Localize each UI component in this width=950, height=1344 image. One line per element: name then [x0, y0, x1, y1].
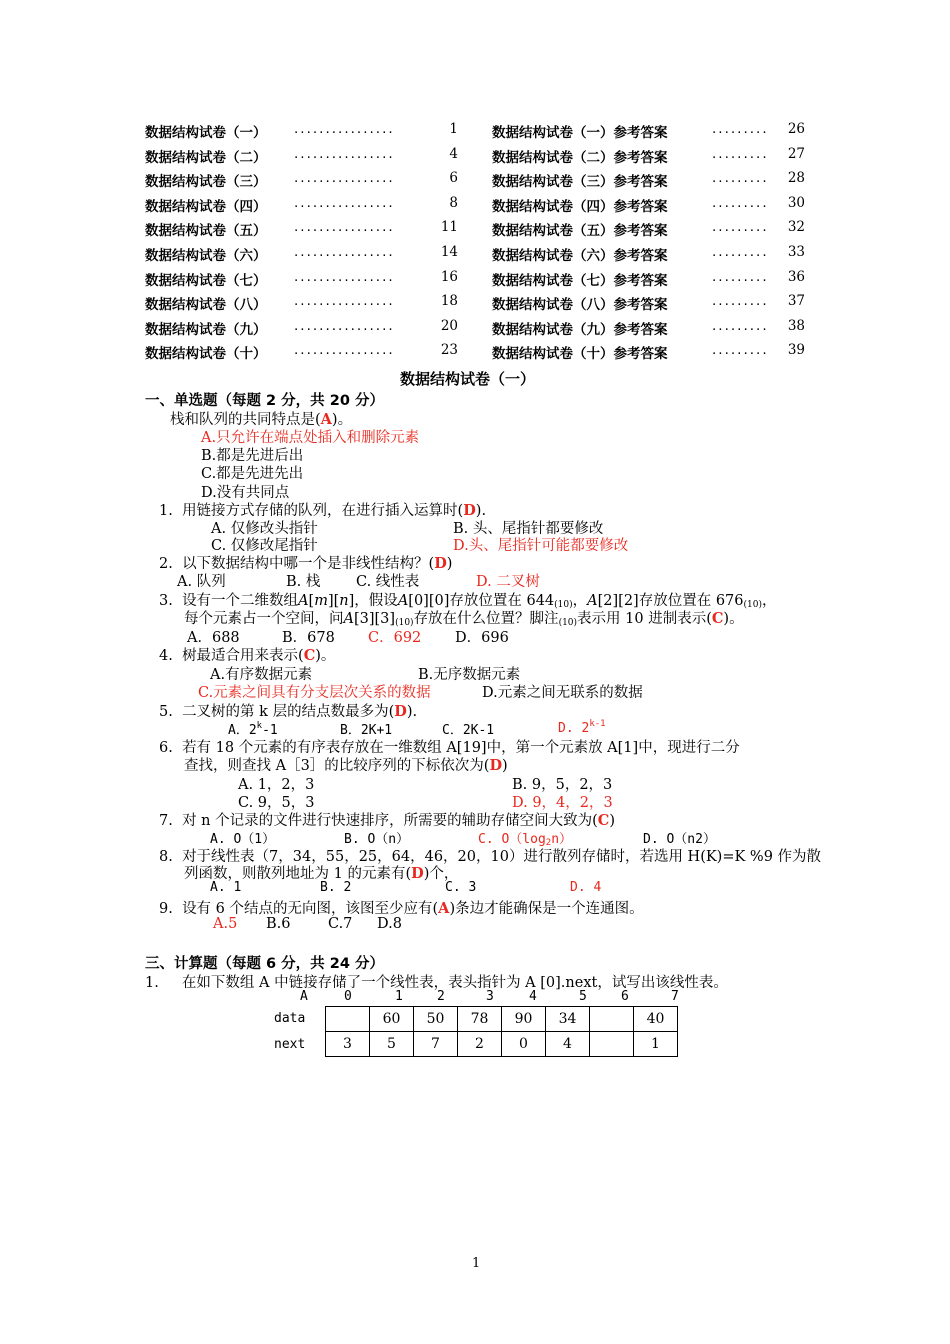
question-0: 栈和队列的共同特点是(A)。	[170, 411, 353, 428]
array-index: 4	[529, 989, 537, 1004]
toc-entry-right-9[interactable]: 数据结构试卷（九）参考答案	[492, 321, 668, 338]
toc-entry-left-8[interactable]: 数据结构试卷（八）	[145, 297, 267, 314]
toc-leader-dots: ................	[294, 121, 395, 137]
array-index: 6	[621, 989, 629, 1004]
toc-entry-right-8[interactable]: 数据结构试卷（八）参考答案	[492, 297, 668, 314]
toc-page-number: 18	[440, 293, 458, 310]
option-a: A. 1	[210, 880, 242, 895]
option-c: C.7	[328, 916, 353, 932]
paper-title: 数据结构试卷（一）	[400, 370, 536, 388]
toc-page-number: 20	[440, 317, 458, 334]
option-b: B. 栈	[286, 574, 321, 590]
page-number: 1	[472, 1256, 481, 1271]
option-a: A. 队列	[177, 574, 226, 590]
toc-page-number: 33	[787, 244, 805, 260]
toc-page-number: 1	[449, 121, 458, 137]
toc-page-number: 6	[449, 170, 458, 187]
table-cell-next: 4	[546, 1032, 590, 1057]
toc-entry-left-4[interactable]: 数据结构试卷（四）	[145, 198, 267, 215]
table-cell-next	[590, 1032, 634, 1057]
option-d: D.没有共同点	[201, 485, 290, 501]
option-d: D. O（n2）	[643, 832, 716, 847]
option-d: D. 2$^{k-1}$	[558, 719, 606, 736]
toc-page-number: 32	[787, 219, 805, 236]
toc-page-number: 11	[440, 219, 458, 236]
toc-entry-left-3[interactable]: 数据结构试卷（三）	[145, 174, 267, 191]
table-cell-next: 7	[414, 1032, 458, 1057]
toc-entry-right-1[interactable]: 数据结构试卷（一）参考答案	[492, 125, 668, 141]
option-a: A．2$^k$-1	[228, 721, 278, 738]
toc-entry-right-3[interactable]: 数据结构试卷（三）参考答案	[492, 174, 668, 191]
option-d: D．696	[455, 630, 509, 646]
option-b: B. 2	[320, 880, 352, 895]
table-cell-data: 34	[546, 1007, 590, 1032]
toc-entry-left-7[interactable]: 数据结构试卷（七）	[145, 272, 267, 289]
table-cell-next: 0	[502, 1032, 546, 1057]
table-cell-data: 90	[502, 1007, 546, 1032]
question-6-line-1: 6. 若有 18 个元素的有序表存放在一维数组 A[19]中，第一个元素放 A[1]中，现进行二分	[159, 740, 740, 756]
option-a: A.只允许在端点处插入和删除元素	[201, 430, 420, 446]
toc-leader-dots: ................	[294, 219, 395, 236]
row-label-next: next	[274, 1037, 306, 1052]
option-d: D. 9，4，2，3	[512, 795, 613, 811]
table-cell-next: 2	[458, 1032, 502, 1057]
toc-entry-right-6[interactable]: 数据结构试卷（六）参考答案	[492, 248, 668, 264]
option-c: C.都是先进先出	[201, 466, 304, 482]
option-c: C. 线性表	[356, 574, 420, 590]
question-9: 9. 设有 6 个结点的无向图，该图至少应有(A)条边才能确保是一个连通图。	[159, 900, 644, 917]
array-table	[325, 1006, 678, 1057]
option-d: D. 二叉树	[476, 574, 540, 590]
table-cell-next: 3	[326, 1032, 370, 1057]
toc-page-number: 4	[449, 145, 458, 162]
option-a: A．688	[187, 630, 240, 646]
toc-page-number: 37	[787, 293, 805, 310]
question-2: 2. 以下数据结构中哪一个是非线性结构？(D)	[159, 555, 453, 572]
toc-entry-left-6[interactable]: 数据结构试卷（六）	[145, 248, 267, 264]
toc-leader-dots: ................	[294, 317, 395, 334]
toc-entry-right-4[interactable]: 数据结构试卷（四）参考答案	[492, 198, 668, 215]
row-label-data: data	[274, 1011, 306, 1026]
array-name: A	[300, 989, 308, 1004]
option-a: A.5	[213, 916, 238, 932]
question-6-line-2: 查找，则查找 A［3］的比较序列的下标依次为(D)	[184, 757, 508, 774]
toc-leader-dots: .........	[712, 268, 769, 285]
toc-page-number: 36	[787, 268, 805, 285]
array-index: 2	[437, 989, 445, 1004]
option-c: C.元素之间具有分支层次关系的数据	[198, 685, 431, 701]
toc-page-number: 23	[440, 342, 458, 359]
array-index: 1	[395, 989, 403, 1004]
option-c: C. 9，5，3	[238, 795, 315, 811]
question-3-line-1: 3. 设有一个二维数组A[m][n]，假设A[0][0]存放位置在 $644_{(10)}$，A[2][2]存放位置在 $676_{(10)}$，	[159, 593, 777, 610]
option-a: A. O（1）	[210, 832, 276, 847]
section-calculation: 三、计算题（每题 6 分，共 24 分）	[145, 956, 384, 972]
toc-page-number: 30	[787, 194, 805, 211]
option-a: A.有序数据元素	[210, 667, 313, 683]
table-cell-data: 50	[414, 1007, 458, 1032]
toc-leader-dots: .........	[712, 342, 769, 359]
toc-entry-right-5[interactable]: 数据结构试卷（五）参考答案	[492, 223, 668, 240]
toc-page-number: 27	[787, 145, 805, 162]
question-4: 4. 树最适合用来表示(C)。	[159, 647, 336, 664]
toc-entry-left-2[interactable]: 数据结构试卷（二）	[145, 149, 267, 166]
toc-leader-dots: .........	[712, 317, 769, 334]
question-5: 5. 二叉树的第 k 层的结点数最多为(D).	[159, 703, 418, 720]
answer: A	[320, 411, 332, 428]
question-3-line-2: 每个元素占一个空间，问$A[3][3]_{(10)}$存放在什么位置？脚注$_{(10)}$表示用 10 进制表示(C)。	[184, 610, 744, 628]
option-d: D. 4	[570, 880, 602, 895]
toc-page-number: 26	[787, 121, 805, 137]
table-row-data	[326, 1007, 678, 1032]
table-cell-data: 60	[370, 1007, 414, 1032]
array-index: 3	[486, 989, 494, 1004]
toc-page-number: 28	[787, 170, 805, 187]
table-cell-data	[590, 1007, 634, 1032]
table-cell-next: 5	[370, 1032, 414, 1057]
toc-leader-dots: ................	[294, 244, 395, 260]
table-cell-data: 40	[634, 1007, 678, 1032]
toc-page-number: 39	[787, 342, 805, 359]
option-c: C. 3	[445, 880, 477, 895]
toc-leader-dots: .........	[712, 170, 769, 187]
toc-leader-dots: ................	[294, 342, 395, 359]
toc-leader-dots: .........	[712, 145, 769, 162]
question-7: 7. 对 n 个记录的文件进行快速排序，所需要的辅助存储空间大致为(C)	[159, 812, 615, 829]
table-cell-data	[326, 1007, 370, 1032]
option-c: C．692	[368, 630, 422, 646]
question-1: 1. 用链接方式存储的队列，在进行插入运算时(D).	[159, 502, 487, 519]
option-b: B.6	[266, 916, 291, 932]
toc-leader-dots: .........	[712, 219, 769, 236]
toc-entry-left-10[interactable]: 数据结构试卷（十）	[145, 346, 267, 363]
toc-entry-left-9[interactable]: 数据结构试卷（九）	[145, 321, 267, 338]
table-cell-data: 78	[458, 1007, 502, 1032]
option-a: A. 1，2，3	[238, 777, 315, 793]
option-c: C．2K-1	[442, 723, 495, 738]
toc-leader-dots: .........	[712, 244, 769, 260]
calc-question-1: 1. 在如下数组 A 中链接存储了一个线性表，表头指针为 A [0].next，试写出该线性表。	[145, 975, 728, 991]
toc-page-number: 8	[449, 194, 458, 211]
option-b: B. O（n）	[344, 832, 410, 847]
option-d: D.头、尾指针可能都要修改	[453, 538, 629, 554]
toc-leader-dots: .........	[712, 293, 769, 310]
toc-entry-left-1[interactable]: 数据结构试卷（一）	[145, 125, 267, 141]
option-b: B. 9，5，2，3	[512, 777, 613, 793]
array-index: 5	[579, 989, 587, 1004]
toc-leader-dots: ................	[294, 145, 395, 162]
option-b: B．2K+1	[340, 723, 393, 738]
toc-entry-right-7[interactable]: 数据结构试卷（七）参考答案	[492, 272, 668, 289]
question-8-line-1: 8. 对于线性表（7，34，55，25，64，46，20，10）进行散列存储时，若选用 H(K)=K %9 作为散	[159, 849, 822, 865]
section-single-choice: 一、单选题（每题 2 分，共 20 分）	[145, 393, 384, 409]
option-b: B.无序数据元素	[418, 667, 521, 683]
toc-leader-dots: ................	[294, 170, 395, 187]
option-b: B. 头、尾指针都要修改	[453, 521, 604, 537]
option-b: B.都是先进后出	[201, 448, 304, 464]
table-cell-next: 1	[634, 1032, 678, 1057]
array-index: 7	[671, 989, 679, 1004]
option-d: D.元素之间无联系的数据	[482, 685, 643, 701]
option-a: A. 仅修改头指针	[211, 521, 318, 537]
table-row-next	[326, 1032, 678, 1057]
option-d: D.8	[377, 916, 402, 932]
toc-leader-dots: ................	[294, 268, 395, 285]
toc-entry-right-2[interactable]: 数据结构试卷（二）参考答案	[492, 149, 668, 166]
toc-leader-dots: ................	[294, 194, 395, 211]
option-c: C. 仅修改尾指针	[211, 538, 318, 554]
option-b: B．678	[282, 630, 335, 646]
question-8-line-2: 列函数，则散列地址为 1 的元素有(D)个，	[184, 865, 459, 882]
toc-leader-dots: ................	[294, 293, 395, 310]
option-c: C. $O(\log_2n)$	[478, 832, 573, 848]
toc-page-number: 16	[440, 268, 458, 285]
toc-leader-dots: .........	[712, 194, 769, 211]
toc-leader-dots: .........	[712, 121, 769, 137]
array-index: 0	[344, 989, 352, 1004]
toc-entry-right-10[interactable]: 数据结构试卷（十）参考答案	[492, 346, 668, 363]
toc-entry-left-5[interactable]: 数据结构试卷（五）	[145, 223, 267, 240]
toc-page-number: 38	[787, 317, 805, 334]
toc-page-number: 14	[440, 244, 458, 260]
